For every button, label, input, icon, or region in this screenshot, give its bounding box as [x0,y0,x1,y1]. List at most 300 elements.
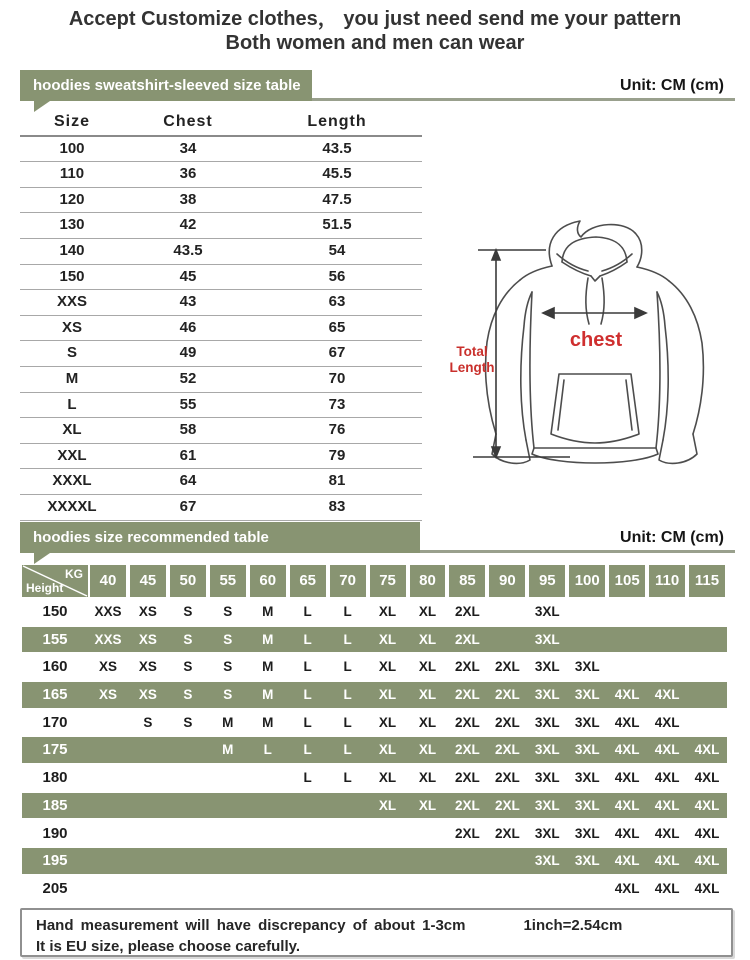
size-table-cell: 34 [179,139,197,157]
size-cell: 4XL [614,742,640,758]
size-cell: 4XL [654,825,680,841]
size-table-cell: 52 [179,369,197,387]
size-cell [567,627,607,653]
size-cell: XS [138,687,157,703]
size-table-cell: 100 [59,139,85,157]
corner-kg-label: KG [65,567,83,581]
size-cell: M [262,714,274,730]
size-table-cell: 73 [328,395,346,413]
size-cell [487,848,527,874]
size-cell [168,765,208,791]
size-cell: 2XL [455,604,480,619]
size-cell: 4XL [694,770,720,786]
size-table-cell: 58 [179,421,197,439]
size-cell: XL [378,714,397,730]
size-cell [128,737,168,763]
size-cell: 3XL [574,797,600,813]
size-cell [567,599,607,625]
matrix-row [22,682,727,708]
size-table-cell: 150 [59,267,85,285]
size-cell: 2XL [455,631,480,647]
matrix-row [22,876,727,902]
size-cell: 2XL [455,825,480,841]
size-cell [607,627,647,653]
size-cell: L [343,687,352,703]
size-table-cell: M [65,369,79,387]
height-row-label: 190 [42,824,68,842]
size-cell [208,848,248,874]
kg-height-corner-cell [22,565,88,597]
size-table-row [20,290,422,316]
size-cell [288,848,328,874]
size-table-cell: 43 [179,293,197,311]
size-cell [408,876,448,902]
size-cell: XL [378,797,397,813]
size-table-cell: XL [62,421,82,439]
size-cell: L [303,770,312,786]
size-cell: M [222,742,234,758]
size-table-cell: XXXXL [47,497,97,515]
weight-column-header: 90 [489,565,525,597]
size-cell: XL [418,604,437,619]
height-row-label: 175 [42,741,68,759]
weight-column-header: 65 [290,565,326,597]
size-cell [88,848,128,874]
total-length-label-line1: Total [456,344,488,359]
weight-column-header: 50 [170,565,206,597]
size-cell: 3XL [534,687,560,703]
size-table-row [20,341,422,367]
footer-line-2: It is EU size, please choose carefully. [36,938,301,955]
size-cell [647,627,687,653]
size-table-cell: 36 [179,165,197,183]
height-row-label: 180 [42,769,68,787]
size-table-row [20,137,422,163]
size-cell: L [343,631,352,647]
size-cell: 2XL [455,742,480,758]
size-cell [128,821,168,847]
size-cell [687,654,727,680]
size-cell [687,682,727,708]
size-table-cell: 61 [179,446,197,464]
title-line-2: Both women and men can wear [225,32,525,54]
size-cell: 4XL [614,714,640,730]
size-cell [168,821,208,847]
size-table-cell: 70 [328,369,346,387]
size-cell: 3XL [534,742,560,758]
size-cell [527,876,567,902]
size-cell [128,848,168,874]
size-cell: S [183,631,193,647]
size-cell [607,599,647,625]
size-cell [567,876,607,902]
size-cell: L [303,742,312,758]
size-cell: L [303,687,312,703]
size-cell: M [262,659,274,675]
size-cell [647,599,687,625]
size-cell: S [223,604,233,619]
size-cell [447,848,487,874]
size-table-header-bar: hoodies sweatshirt-sleeved size table [20,70,312,101]
size-cell: 3XL [534,631,560,647]
size-cell: XXS [94,604,122,619]
chest-arrow [543,308,646,318]
size-cell [447,876,487,902]
size-table-cell: 110 [59,165,85,183]
size-table-unit-label: Unit: CM (cm) [620,77,724,94]
size-cell: M [262,604,274,619]
size-table-cell: 120 [59,190,85,208]
size-table-header-row [20,110,422,137]
size-cell: 4XL [694,853,720,869]
size-cell: L [303,631,312,647]
size-table-cell: XS [61,318,82,336]
size-cell: L [343,604,352,619]
weight-column-header: 80 [410,565,446,597]
size-cell: S [223,659,233,675]
header-rule-line [312,98,735,101]
size-table-cell: XXXL [52,472,92,490]
size-cell [607,654,647,680]
size-cell: 2XL [494,770,520,786]
size-cell: S [183,687,193,703]
size-cell [128,765,168,791]
size-cell [88,821,128,847]
column-header-length: Length [307,113,367,130]
size-cell [168,876,208,902]
size-cell: 2XL [494,742,520,758]
size-table-cell: 43.5 [173,241,203,259]
size-table-cell: S [66,344,77,362]
weight-column-header: 100 [569,565,605,597]
size-cell [487,876,527,902]
size-cell [88,737,128,763]
column-header-chest: Chest [163,113,213,130]
size-cell [368,876,408,902]
size-table-row [20,444,422,470]
size-cell: 4XL [654,797,680,813]
size-cell [487,627,527,653]
size-table-cell: 56 [328,267,346,285]
size-cell: 3XL [534,853,560,869]
size-cell [328,793,368,819]
matrix-row [22,627,727,653]
chest-label: chest [569,329,623,351]
size-cell: L [343,742,352,758]
size-cell [88,876,128,902]
size-cell: 4XL [614,853,640,869]
weight-column-header: 55 [210,565,246,597]
matrix-row [22,848,727,874]
size-cell: 3XL [574,853,600,869]
size-cell [208,793,248,819]
size-cell: M [262,687,274,703]
size-cell: S [183,604,193,619]
size-cell: 3XL [574,825,600,841]
size-cell: 4XL [654,880,680,896]
size-cell [687,599,727,625]
size-cell: 2XL [494,797,520,813]
size-cell: 4XL [694,825,720,841]
size-cell [88,793,128,819]
footer-conversion: 1inch=2.54cm [523,917,623,934]
size-table-row [20,162,422,188]
size-cell [128,793,168,819]
size-cell [248,821,288,847]
size-cell: L [343,770,352,786]
size-cell: S [143,714,153,730]
size-table-cell: 45 [179,267,197,285]
size-cell: XL [418,659,437,675]
matrix-row [22,599,727,625]
size-cell [687,710,727,736]
size-cell: XS [138,604,157,619]
size-cell: XL [378,770,397,786]
size-cell: 4XL [614,880,640,896]
size-cell [248,848,288,874]
size-cell: XL [418,797,437,813]
hoodie-measurement-diagram [428,210,750,492]
size-cell: S [223,687,233,703]
size-cell [288,821,328,847]
size-cell [328,821,368,847]
total-length-label-line2: Length [449,360,495,375]
size-cell: 4XL [694,797,720,813]
size-table-cell: 51.5 [322,216,352,234]
size-cell [248,765,288,791]
size-cell: XXS [94,631,122,647]
header-rule-line [420,550,735,553]
size-cell: 4XL [654,687,680,703]
size-cell: XL [418,687,437,703]
weight-column-header: 70 [330,565,366,597]
matrix-row [22,765,727,791]
size-cell [168,793,208,819]
size-cell [408,848,448,874]
size-cell [88,765,128,791]
size-cell: 3XL [534,825,560,841]
size-cell [248,876,288,902]
size-cell [208,765,248,791]
size-cell [328,876,368,902]
size-cell: 2XL [494,659,520,675]
height-row-label: 185 [42,796,68,814]
size-cell: 3XL [534,770,560,786]
size-table-row [20,188,422,214]
size-cell: L [343,659,352,675]
size-table-cell: 67 [179,497,197,515]
header-bar-tail-icon [34,553,50,564]
size-cell: 4XL [614,825,640,841]
size-table-cell: 83 [328,497,346,515]
size-cell [208,876,248,902]
size-table-cell: 38 [179,190,197,208]
size-cell: 3XL [534,659,560,675]
size-cell [168,848,208,874]
weight-column-header: 95 [529,565,565,597]
size-cell: XL [418,742,437,758]
size-table-cell: 76 [328,421,346,439]
size-cell [368,821,408,847]
size-cell [208,821,248,847]
weight-column-header: 110 [649,565,685,597]
size-table-row [20,265,422,291]
size-cell: 4XL [654,742,680,758]
weight-column-header: 115 [689,565,725,597]
size-cell [248,793,288,819]
size-cell: XL [418,714,437,730]
matrix-body [22,599,727,901]
size-table-cell: 130 [59,216,85,234]
height-row-label: 170 [42,713,68,731]
title-line-1: Accept Customize clothes， you just need send me your pattern [68,8,682,30]
size-cell [687,627,727,653]
size-cell: XL [378,687,397,703]
size-cell [288,876,328,902]
size-cell: L [343,714,352,730]
size-table-cell: 64 [179,472,197,490]
size-cell: 2XL [494,714,520,730]
size-cell: 2XL [455,770,480,786]
size-table-cell: 81 [328,472,346,490]
size-cell [328,848,368,874]
size-cell: XL [378,742,397,758]
size-table-row [20,469,422,495]
size-cell: XS [138,631,157,647]
size-cell: XS [98,659,117,675]
matrix-row [22,737,727,763]
matrix-row [22,793,727,819]
matrix-row [22,654,727,680]
weight-column-header: 85 [449,565,485,597]
weight-column-header: 60 [250,565,286,597]
size-table-cell: L [67,395,77,413]
size-cell: S [223,631,233,647]
size-table-cell: 46 [179,318,197,336]
height-row-label: 150 [42,603,68,620]
matrix-row [22,821,727,847]
size-cell: 4XL [654,770,680,786]
recommend-size-matrix [22,565,727,904]
recommend-table-unit-label: Unit: CM (cm) [620,529,724,546]
size-cell: XL [378,659,397,675]
size-table [20,110,422,521]
size-table-row [20,316,422,342]
size-cell: 2XL [494,825,520,841]
size-cell: L [263,742,272,758]
size-cell: L [303,604,312,619]
size-table-cell: 45.5 [322,165,352,183]
size-cell: M [222,714,234,730]
size-cell: 3XL [534,797,560,813]
size-table-cell: 47.5 [322,190,352,208]
weight-column-header: 105 [609,565,645,597]
height-row-label: 155 [42,630,68,648]
footer-line-1: Hand measurement will have discrepancy of about 1-3cm [36,917,466,934]
size-cell: L [303,659,312,675]
size-table-cell: 63 [328,293,346,311]
size-table-cell: 79 [328,446,346,464]
size-cell: XS [98,687,117,703]
size-cell: XL [378,604,397,619]
size-cell: 4XL [614,687,640,703]
size-table-cell: 67 [328,344,346,362]
size-table-cell: XXL [57,446,87,464]
size-table-cell: 42 [179,216,197,234]
size-table-row [20,367,422,393]
size-cell: XS [138,659,157,675]
size-table-cell: 54 [328,241,346,259]
recommend-table-header-bar: hoodies size recommended table [20,522,420,553]
size-table-row [20,418,422,444]
size-cell: 3XL [574,742,600,758]
size-cell [487,599,527,625]
matrix-row [22,710,727,736]
size-cell: 2XL [494,687,520,703]
size-table-body [20,137,422,521]
size-cell: 4XL [694,880,720,896]
size-cell: S [183,659,193,675]
size-cell: XL [418,770,437,786]
size-table-cell: 65 [328,318,346,336]
size-cell: S [183,714,193,730]
size-cell: 4XL [654,853,680,869]
size-cell: 4XL [694,742,720,758]
size-cell: M [262,631,274,647]
size-cell: L [303,714,312,730]
size-cell: 2XL [455,687,480,703]
size-cell: 4XL [614,770,640,786]
size-table-cell: 49 [179,344,197,362]
height-row-label: 205 [42,879,68,897]
size-table-row [20,495,422,521]
corner-height-label: Height [26,581,64,595]
size-cell: 2XL [455,714,480,730]
size-cell: 3XL [534,714,560,730]
size-cell: 2XL [455,797,480,813]
weight-column-header: 75 [370,565,406,597]
size-cell: 3XL [574,714,600,730]
size-cell [408,821,448,847]
size-cell: 3XL [574,687,600,703]
size-table-cell: 43.5 [322,139,352,157]
size-cell [128,876,168,902]
size-cell [368,848,408,874]
size-cell: 4XL [654,714,680,730]
size-cell [647,654,687,680]
size-table-cell: 55 [179,395,197,413]
size-cell: 3XL [574,770,600,786]
size-cell [168,737,208,763]
size-table-cell: 140 [59,241,85,259]
size-cell: 3XL [534,604,560,619]
size-cell: 3XL [574,659,600,675]
weight-column-header: 45 [130,565,166,597]
size-table-cell: XXS [56,293,87,311]
size-cell: XL [378,631,397,647]
matrix-header-row [22,565,727,597]
size-cell: 4XL [614,797,640,813]
column-header-size: Size [53,113,90,130]
height-row-label: 160 [42,658,68,676]
page-title [0,7,750,55]
size-cell [288,793,328,819]
size-table-row [20,239,422,265]
size-cell: 2XL [455,659,480,675]
height-row-label: 195 [42,852,68,870]
size-cell: XL [418,631,437,647]
footer-note-box [20,908,733,957]
